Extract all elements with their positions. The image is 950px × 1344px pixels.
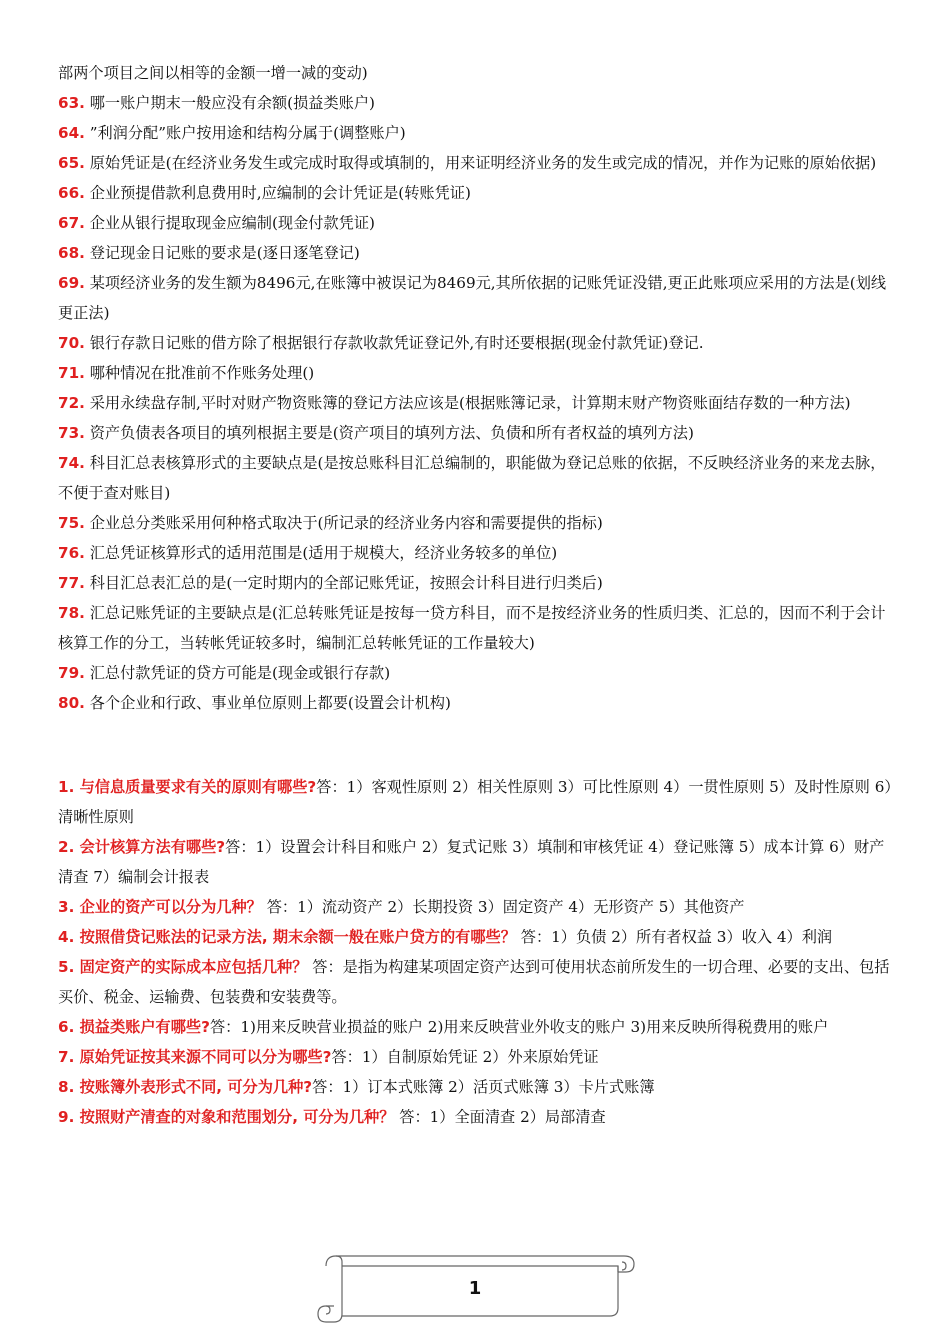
answer-item xyxy=(58,148,896,178)
answer-item xyxy=(58,568,896,598)
answer-text: 答：1）流动资产 2）长期投资 3）固定资产 4）无形资产 5）其他资产 xyxy=(261,898,745,916)
item-number: 69. xyxy=(58,274,85,292)
answer-item xyxy=(58,238,896,268)
answer-item xyxy=(58,118,896,148)
question-text: 8. 按账簿外表形式不同, 可分为几种? xyxy=(58,1078,313,1096)
answer-item xyxy=(58,358,896,388)
question-text: 9. 按照财产清查的对象和范围划分, 可分为几种？ xyxy=(58,1108,395,1126)
item-number: 68. xyxy=(58,244,85,262)
item-text: 资产负债表各项目的填列根据主要是(资产项目的填列方法、负债和所有者权益的填列方法) xyxy=(84,424,694,442)
short-answer-questions xyxy=(58,772,896,1132)
item-text: 各个企业和行政、事业单位原则上都要(设置会计机构) xyxy=(84,694,451,712)
item-number: 65. xyxy=(58,154,85,172)
item-text: 哪种情况在批准前不作账务处理() xyxy=(84,364,315,382)
answer-text: 答：1）订本式账簿 2）活页式账簿 3）卡片式账簿 xyxy=(312,1078,655,1096)
item-number: 76. xyxy=(58,544,85,562)
question-text: 5. 固定资产的实际成本应包括几种？ xyxy=(58,958,308,976)
item-number: 64. xyxy=(58,124,85,142)
item-text: 科目汇总表汇总的是(一定时期内的全部记账凭证，按照会计科目进行归类后) xyxy=(84,574,603,592)
item-text: 企业总分类账采用何种格式取决于(所记录的经济业务内容和需要提供的指标) xyxy=(84,514,603,532)
item-text: 企业预提借款利息费用时,应编制的会计凭证是(转账凭证) xyxy=(84,184,471,202)
question-text: 4. 按照借贷记账法的记录方法, 期末余额一般在账户贷方的有哪些？ xyxy=(58,928,516,946)
qa-item xyxy=(58,1042,896,1072)
answer-text: 答：1）自制原始凭证 2）外来原始凭证 xyxy=(331,1048,599,1066)
item-number: 67. xyxy=(58,214,85,232)
answer-item xyxy=(58,418,896,448)
item-text: ”利润分配”账户按用途和结构分属于(调整账户) xyxy=(84,124,406,142)
question-text: 1. 与信息质量要求有关的原则有哪些? xyxy=(58,778,317,796)
qa-item xyxy=(58,1102,896,1132)
answer-item xyxy=(58,598,896,658)
answer-item xyxy=(58,508,896,538)
item-number: 74. xyxy=(58,454,85,472)
item-text: 原始凭证是(在经济业务发生或完成时取得或填制的，用来证明经济业务的发生或完成的情况，并作为记账的原始依据) xyxy=(84,154,877,172)
item-number: 80. xyxy=(58,694,85,712)
item-number: 75. xyxy=(58,514,85,532)
qa-item xyxy=(58,832,896,892)
qa-item xyxy=(58,952,896,1012)
item-text: 科目汇总表核算形式的主要缺点是(是按总账科目汇总编制的，职能做为登记总账的依据，不反映经济业务的来龙去脉，不便于查对账目) xyxy=(58,454,886,502)
answer-text: 答：1）负债 2）所有者权益 3）收入 4）利润 xyxy=(515,928,833,946)
item-text: 采用永续盘存制,平时对财产物资账簿的登记方法应该是(根据账簿记录，计算期末财产物资账面结存数的一种方法) xyxy=(84,394,851,412)
question-text: 6. 损益类账户有哪些? xyxy=(58,1018,210,1036)
answer-text: 答：1)用来反映营业损益的账户 2)用来反映营业外收支的账户 3)用来反映所得税费用的账户 xyxy=(209,1018,829,1036)
item-number: 71. xyxy=(58,364,85,382)
item-number: 70. xyxy=(58,334,85,352)
answer-item xyxy=(58,58,896,88)
item-text: 汇总记账凭证的主要缺点是(汇总转账凭证是按每一贷方科目，而不是按经济业务的性质归类、汇总的，因而不利于会计核算工作的分工，当转帐凭证较多时，编制汇总转帐凭证的工作量较大) xyxy=(58,604,886,652)
item-number: 72. xyxy=(58,394,85,412)
answer-item xyxy=(58,208,896,238)
answer-text: 答：1）全面清查 2）局部清查 xyxy=(394,1108,606,1126)
item-text: 某项经济业务的发生额为8496元,在账簿中被误记为8469元,其所依据的记账凭证没错,更正此账项应采用的方法是(划线更正法) xyxy=(58,274,887,322)
page-number: 1 xyxy=(468,1278,482,1299)
answer-item xyxy=(58,88,896,118)
answer-item xyxy=(58,388,896,418)
answer-text: 答：是指为构建某项固定资产达到可使用状态前所发生的一切合理、必要的支出、包括买价、税金、运输费、包装费和安装费等。 xyxy=(58,958,890,1006)
page-footer-scroll xyxy=(312,1252,638,1324)
item-text: 汇总付款凭证的贷方可能是(现金或银行存款) xyxy=(84,664,391,682)
answer-item xyxy=(58,328,896,358)
answer-item xyxy=(58,178,896,208)
item-number: 66. xyxy=(58,184,85,202)
item-number: 77. xyxy=(58,574,85,592)
multiple-choice-answers xyxy=(58,58,896,718)
answer-item xyxy=(58,658,896,688)
item-number: 63. xyxy=(58,94,85,112)
question-text: 3. 企业的资产可以分为几种？ xyxy=(58,898,262,916)
qa-item xyxy=(58,892,896,922)
section-gap xyxy=(58,718,896,772)
answer-item xyxy=(58,538,896,568)
answer-item xyxy=(58,688,896,718)
item-number: 73. xyxy=(58,424,85,442)
item-text: 企业从银行提取现金应编制(现金付款凭证) xyxy=(84,214,375,232)
item-text: 登记现金日记账的要求是(逐日逐笔登记) xyxy=(84,244,360,262)
item-text: 哪一账户期末一般应没有余额(损益类账户) xyxy=(84,94,375,112)
item-text: 汇总凭证核算形式的适用范围是(适用于规模大，经济业务较多的单位) xyxy=(84,544,558,562)
qa-item xyxy=(58,1012,896,1042)
document-page xyxy=(58,58,896,1132)
answer-text: 答：1）客观性原则 2）相关性原则 3）可比性原则 4）一贯性原则 5）及时性原则 6）清晰性原则 xyxy=(58,778,892,826)
qa-item xyxy=(58,922,896,952)
answer-item xyxy=(58,268,896,328)
item-number: 78. xyxy=(58,604,85,622)
answer-text: 答：1）设置会计科目和账户 2）复式记账 3）填制和审核凭证 4）登记账簿 5）成本计算 6）财产清查 7）编制会计报表 xyxy=(58,838,885,886)
item-number: 79. xyxy=(58,664,85,682)
qa-item xyxy=(58,772,896,832)
item-text: 部两个项目之间以相等的金额一增一减的变动) xyxy=(58,64,368,82)
question-text: 2. 会计核算方法有哪些? xyxy=(58,838,226,856)
answer-item xyxy=(58,448,896,508)
item-text: 银行存款日记账的借方除了根据银行存款收款凭证登记外,有时还要根据(现金付款凭证)登记. xyxy=(84,334,704,352)
qa-item xyxy=(58,1072,896,1102)
question-text: 7. 原始凭证按其来源不同可以分为哪些? xyxy=(58,1048,332,1066)
